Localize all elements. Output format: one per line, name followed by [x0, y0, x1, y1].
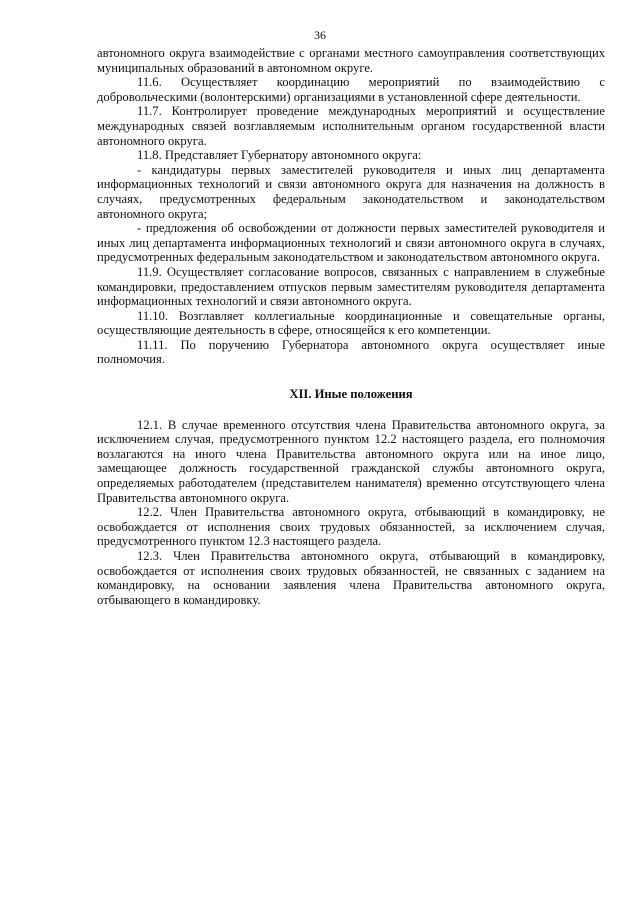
- paragraph-11-10: 11.10. Возглавляет коллегиальные координационные и совещательные органы, осуществляющие деятельность в сфере, относящейся к его компетенции.: [97, 308, 605, 338]
- paragraph-11-7: 11.7. Контролирует проведение международных мероприятий и осуществление международных связей возглавляемым исполнительным органом государственной власти автономного округа.: [97, 104, 605, 148]
- paragraph-12-3: 12.3. Член Правительства автономного округа, отбывающий в командировку, освобождается от исполнения своих трудовых обязанностей, не связанных с заданием на командировку, на основании заявления члена Правительства автономного округа, отбывающего в командировку.: [97, 549, 605, 607]
- paragraph-11-8-item-candidates: - кандидатуры первых заместителей руководителя и иных лиц департамента информационных технологий и связи автономного округа для назначения на должность в случаях, предусмотренных федеральным законодательством и законодательством автономного округа;: [97, 162, 605, 221]
- paragraph-11-5-continuation: автономного округа взаимодействие с органами местного самоуправления соответствующих муниципальных образований в автономном округе.: [97, 46, 605, 75]
- paragraph-11-8: 11.8. Представляет Губернатору автономного округа:: [137, 148, 422, 163]
- page-number: 36: [314, 28, 326, 42]
- paragraph-11-8-item-dismissal: - предложения об освобождении от должности первых заместителей руководителя и иных лиц департамента информационных технологий и связи автономного округа в случаях, предусмотренных федеральным законодательством и законодательством автономного округа.: [97, 221, 605, 265]
- paragraph-12-2: 12.2. Член Правительства автономного округа, отбывающий в командировку, не освобождается от исполнения своих трудовых обязанностей, за исключением случая, предусмотренного пунктом 12.3 настоящего раздела.: [97, 505, 605, 549]
- paragraph-11-6: 11.6. Осуществляет координацию мероприятий по взаимодействию с добровольческими (волонтерскими) организациями в установленной сфере деятельности.: [97, 75, 605, 104]
- paragraph-11-9: 11.9. Осуществляет согласование вопросов, связанных с направлением в служебные командировки, предоставлением отпусков первым заместителям руководителя департамента информационных технологий и связи автономного округа.: [97, 264, 605, 309]
- document-body: [97, 46, 605, 607]
- paragraph-11-11: 11.11. По поручению Губернатора автономного округа осуществляет иные полномочия.: [97, 337, 605, 367]
- paragraph-12-1: 12.1. В случае временного отсутствия члена Правительства автономного округа, за исключением случая, предусмотренного пунктом 12.2 настоящего раздела, его полномочия возлагаются на иного члена Правительства автономного округа или на иное лицо, замещающее должность государственной гражданской службы автономного округа, определяемых работодателем (представителем нанимателя) временно отсутствующего члена Правительства автономного округа.: [97, 417, 605, 505]
- section-title-xii: XII. Иные положения: [289, 387, 413, 402]
